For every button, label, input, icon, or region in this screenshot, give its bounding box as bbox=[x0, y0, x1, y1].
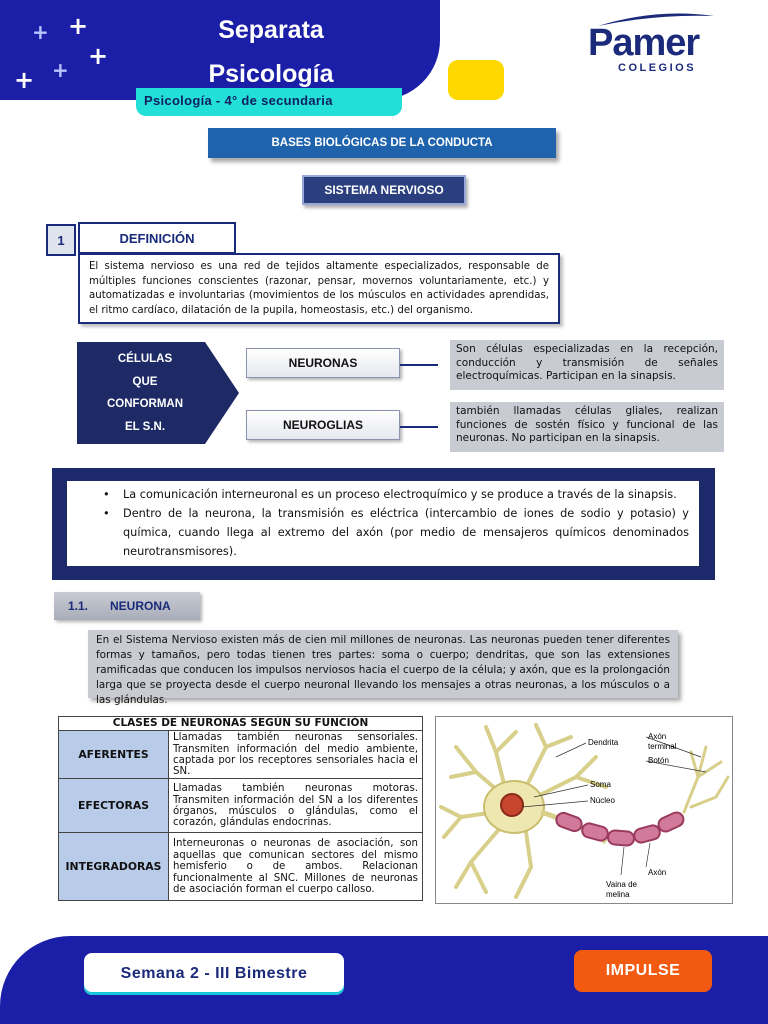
label-dendrita: Dendrita bbox=[588, 738, 619, 747]
plus-icon: + bbox=[88, 42, 109, 70]
table-row bbox=[59, 779, 423, 833]
header-accent-block bbox=[448, 60, 504, 100]
table-row bbox=[59, 731, 423, 779]
cells-label-line: CÉLULAS bbox=[117, 353, 173, 366]
neuroglias-description: también llamadas células gliales, realizan funciones de sostén físico y funcional de las neuronas. No participan en la sinapsis. bbox=[450, 402, 724, 452]
plus-icon: + bbox=[32, 20, 49, 44]
neuroglias-label: NEUROGLIAS bbox=[246, 410, 400, 440]
connector-line bbox=[400, 364, 438, 366]
neuronas-description: Son células especializadas en la recepción, conducción y transmisión de señales electroquímicas. Participan en la sinapsis. bbox=[450, 340, 724, 390]
neuron-illustration bbox=[436, 717, 734, 905]
neurona-heading-number: 1.1. bbox=[68, 599, 89, 613]
logo-name: Pamer bbox=[588, 22, 700, 64]
label-axon-terminal: Axón bbox=[648, 732, 667, 741]
logo-subtitle: COLEGIOS bbox=[618, 62, 697, 74]
table-row-label: EFECTORAS bbox=[59, 779, 169, 833]
neurona-heading bbox=[54, 592, 200, 620]
label-axon: Axón bbox=[648, 868, 667, 877]
table-row-label: INTEGRADORAS bbox=[59, 833, 169, 901]
cells-label-line: EL S.N. bbox=[124, 420, 166, 433]
table-row-text: Interneuronas o neuronas de asociación, son aquellas que comunican sectores del mismo hemisferio o de ambos. Relacionan funcionalmente al SNC. Millones de neuronas de asociación forman el cuerpo calloso. bbox=[169, 833, 423, 901]
section-title: SISTEMA NERVIOSO bbox=[302, 175, 466, 205]
label-soma: Soma bbox=[590, 780, 611, 789]
info-box bbox=[67, 481, 699, 566]
label-vaina: Vaina de bbox=[606, 880, 637, 889]
table-row-text: Llamadas también neuronas motoras. Transmiten información del SN a los diferentes órganos, músculos o glándulas, como el corazón, glándulas endocrinas. bbox=[169, 779, 423, 833]
definition-text: El sistema nervioso es una red de tejidos altamente especializados, responsable de múltiples funciones conscientes (razonar, pensar, movernos voluntariamente, etc.) y automatizadas e involuntarias (movimientos de los músculos en actividades aprendidas, el ritmo cardíaco, dilatación de la pupila, homeostasis, etc.) del organismo. bbox=[78, 253, 560, 324]
header-title-line1: Separata bbox=[218, 16, 324, 44]
neurona-heading-text: NEURONA bbox=[110, 599, 171, 613]
definition-heading: DEFINICIÓN bbox=[78, 222, 236, 254]
label-boton: Botón bbox=[648, 756, 669, 765]
section-number: 1 bbox=[46, 224, 76, 256]
neuronas-label: NEURONAS bbox=[246, 348, 400, 378]
footer-week-label: Semana 2 - III Bimestre bbox=[84, 953, 344, 995]
cells-label-line: QUE bbox=[132, 375, 158, 388]
neurona-text: En el Sistema Nervioso existen más de cien mil millones de neuronas. Las neuronas pueden tener diferentes formas y tamaños, pero todas tienen tres partes: soma o cuerpo; dendritas, que son las extensiones ramificadas que conducen los impulsos nerviosos hacia el cuerpo de la célula; y axón, que es la prolongación larga que se proyecta desde el cuerpo neuronal llevando los mensajes a otras neuronas, a los músculos o a las glándulas. bbox=[88, 630, 678, 698]
cells-label bbox=[85, 342, 205, 444]
plus-icon: + bbox=[52, 58, 69, 82]
header-title-line2: Psicología bbox=[208, 60, 334, 88]
header-subtitle: Psicología - 4° de secundaria bbox=[136, 88, 402, 116]
label-vaina: melina bbox=[606, 890, 630, 899]
info-bullet: • Dentro de la neurona, la transmisión es eléctrica (intercambio de iones de sodio y potasio) y química, cuando llega al extremo del axón (por medio de mensajeros químicos denominados neurotransmisores). bbox=[77, 504, 689, 561]
plus-icon: + bbox=[68, 12, 89, 40]
table-row bbox=[59, 833, 423, 901]
label-nucleo: Núcleo bbox=[590, 796, 615, 805]
footer-impulse-badge: IMPULSE bbox=[574, 950, 712, 992]
table-row-label: AFERENTES bbox=[59, 731, 169, 779]
neuron-classes-table bbox=[58, 716, 423, 901]
connector-line bbox=[400, 426, 438, 428]
main-title: BASES BIOLÓGICAS DE LA CONDUCTA bbox=[208, 128, 556, 158]
table-row-text: Llamadas también neuronas sensoriales. Transmiten información del medio ambiente, captada por los receptores sensoriales hacia el SN. bbox=[169, 731, 423, 779]
info-bullet: • La comunicación interneuronal es un proceso electroquímico y se produce a través de la sinapsis. bbox=[77, 485, 689, 504]
plus-icon: + bbox=[14, 66, 35, 94]
neuron-diagram bbox=[435, 716, 733, 904]
cells-label-line: CONFORMAN bbox=[106, 398, 184, 411]
label-axon-terminal: terminal bbox=[648, 742, 677, 751]
table-header: CLASES DE NEURONAS SEGÚN SU FUNCIÓN bbox=[59, 717, 423, 731]
